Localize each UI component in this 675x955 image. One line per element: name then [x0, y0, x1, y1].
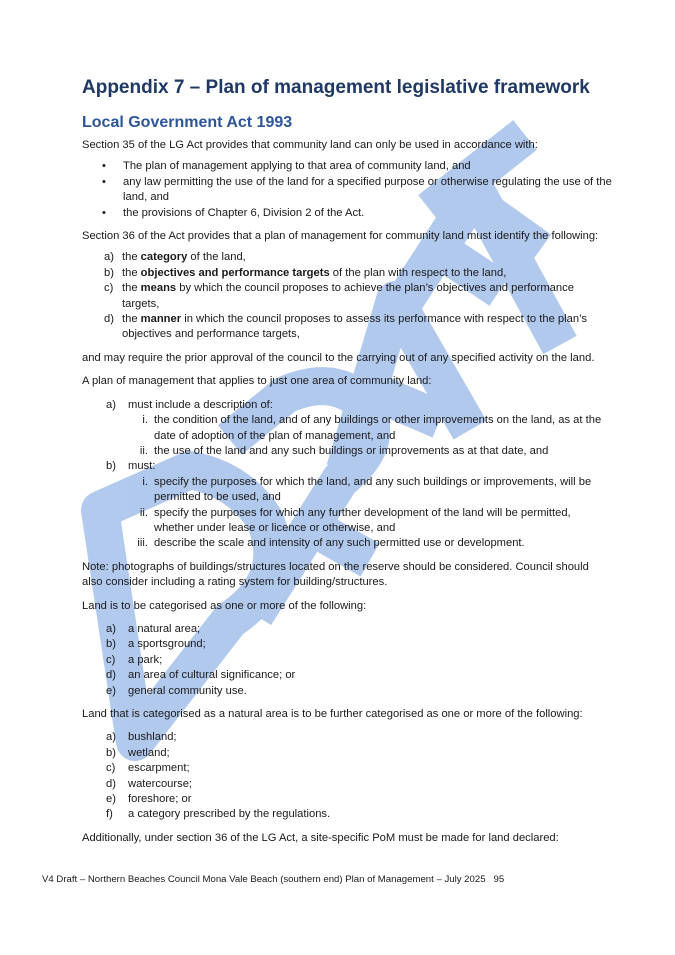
list-item: a) the category of the land,: [104, 251, 246, 264]
sub-list-item: i. the condition of the land, and of any buildings or other improvements on the land, as at the date of adoption of the plan of management, and: [142, 414, 602, 442]
footer-text: V4 Draft – Northern Beaches Council Mona Vale Beach (southern end) Plan of Management – July 2025: [42, 874, 486, 885]
sub-list-item: iii. describe the scale and intensity of any such permitted use or development.: [137, 537, 525, 550]
s36-paragraph: Section 36 of the Act provides that a plan of management for community land must identify the following:: [82, 230, 599, 243]
list-item: d) watercourse;: [106, 777, 193, 790]
pom-paragraph: A plan of management that applies to just one area of community land:: [82, 375, 432, 388]
natural-area-paragraph: Land that is categorised as a natural area is to be further categorised as one or more of the following:: [82, 708, 583, 720]
list-item: c) a park;: [106, 653, 163, 666]
intro-paragraph: Section 35 of the LG Act provides that community land can only be used in accordance with:: [82, 139, 538, 151]
list-item: • any law permitting the use of the land for a specified purpose or otherwise regulating the use of the land, and: [102, 175, 612, 204]
list-item: a) bushland;: [106, 731, 177, 744]
page-heading: Appendix 7 – Plan of management legislative framework: [82, 77, 590, 98]
categories-list: [82, 622, 612, 699]
list-item: c) escarpment;: [106, 762, 190, 775]
page-footer: [42, 874, 642, 886]
s36-after-paragraph: and may require the prior approval of the council to the carrying out of any specified activity on the land.: [82, 351, 595, 364]
pom-list: [82, 398, 612, 552]
list-item: b) a sportsground;: [106, 638, 206, 651]
page-number: 95: [493, 874, 505, 885]
list-item: d) an area of cultural significance; or: [106, 669, 296, 682]
bullet-glyph: •: [102, 160, 106, 173]
list-item: b) must:: [106, 460, 156, 473]
bullet-glyph: •: [102, 175, 106, 188]
page-content: [82, 77, 612, 846]
list-item: • The plan of management applying to that area of community land, and: [82, 159, 612, 174]
sub-list-item: i. specify the purposes for which the land, and any such buildings or improvements, will be permitted to be used, and: [142, 475, 592, 504]
list-item: e) general community use.: [106, 684, 247, 697]
natural-area-list: [82, 730, 612, 822]
list-item: c) the means by which the council proposes to achieve the plan’s objectives and performance targets,: [104, 282, 574, 310]
bullet-glyph: •: [102, 206, 106, 219]
bullet-list: [82, 159, 612, 221]
list-item: b) wetland;: [106, 746, 170, 759]
list-item: a) a natural area;: [106, 622, 201, 635]
sub-list-item: ii. the use of the land and any such buildings or improvements as at that date, and: [139, 444, 549, 457]
list-item: a) must include a description of:: [106, 398, 273, 411]
note-paragraph: Note: photographs of buildings/structures located on the reserve should be considered. Council should also consider including a rating system for building/structures.: [82, 560, 589, 589]
section-heading: Local Government Act 1993: [82, 114, 293, 131]
list-item: • the provisions of Chapter 6, Division 2 of the Act.: [82, 206, 612, 221]
s36-list: [82, 250, 612, 342]
list-item: e) foreshore; or: [106, 793, 192, 806]
sub-list-item: ii. specify the purposes for which any further development of the land will be permitted, whether under lease or licence or otherwise, and: [139, 506, 571, 534]
additionally-paragraph: Additionally, under section 36 of the LG Act, a site-specific PoM must be made for land declared:: [82, 831, 559, 844]
list-item: b) the objectives and performance targets of the plan with respect to the land,: [104, 266, 507, 279]
categories-paragraph: Land is to be categorised as one or more of the following:: [82, 599, 367, 612]
list-item: f) a category prescribed by the regulations.: [106, 808, 331, 821]
list-item: d) the manner in which the council proposes to assess its performance with respect to the plan’s objectives and performance targets,: [104, 313, 587, 341]
